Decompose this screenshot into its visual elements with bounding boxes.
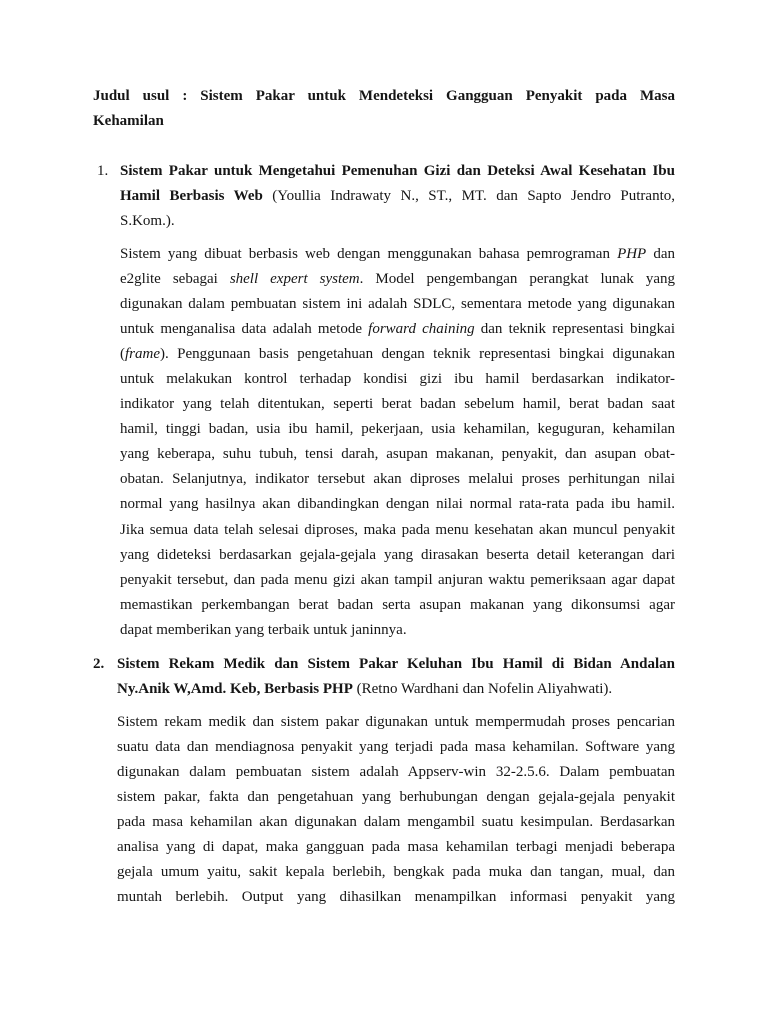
text-run: dan teknik representasi bingkai (474, 320, 675, 337)
paragraph-line (120, 242, 675, 267)
paragraph-line: penyakit tersebut, dan pada menu gizi akan tampil anjuran waktu pemeriksaan agar dapat (120, 571, 675, 588)
paragraph-line: suatu data dan mendiagnosa penyakit yang terjadi pada masa kehamilan. Software yang (117, 738, 675, 755)
paragraph-line: Jika semua data telah selesai diproses, maka pada menu kesehatan akan muncul penyakit (120, 521, 675, 538)
italic-term: shell expert system (229, 270, 360, 287)
proposal-title (93, 84, 675, 134)
paragraph-line (120, 317, 675, 342)
paragraph-line: pada masa kehamilan akan digunakan dalam mengambil suatu kesimpulan. Berdasarkan (117, 813, 675, 830)
heading-line (117, 677, 675, 702)
paragraph-line (120, 342, 675, 367)
paragraph-line: dapat memberikan yang terbaik untuk janinnya. (120, 621, 407, 638)
paragraph-line: yang dideteksi berdasarkan gejala-gejala yang dirasakan beserta detail keterangan dari (120, 546, 675, 563)
paragraph-line: normal yang hasilnya akan dibandingkan dengan nilai normal rata-rata pada ibu hamil. (120, 496, 675, 513)
text-run: ( (120, 345, 125, 362)
reference-summary-paragraph (117, 710, 675, 911)
paragraph-line: indikator yang telah ditentukan, seperti berat badan sebelum hamil, berat badan saat (120, 396, 675, 413)
reference-title-run: Ny.Anik W,Amd. Keb, Berbasis PHP (117, 680, 353, 697)
paragraph-line: digunakan dalam pembuatan sistem adalah Appserv-win 32-2.5.6. Dalam pembuatan (117, 763, 675, 780)
reference-authors-run: (Youllia Indrawaty N., ST., MT. dan Sapto Jendro Putranto, (262, 187, 675, 204)
text-run: dan (646, 245, 675, 262)
list-number: 1. (97, 162, 109, 179)
heading-line: S.Kom.). (120, 212, 175, 229)
paragraph-line: analisa yang di dapat, maka gangguan pada masa kehamilan terbagi menjadi beberapa (117, 838, 675, 855)
paragraph-line: obatan. Selanjutnya, indikator tersebut akan diproses melalui proses perhitungan nilai (120, 471, 675, 488)
reference-heading (117, 652, 675, 702)
heading-line (120, 184, 675, 209)
italic-term: PHP (617, 245, 647, 262)
paragraph-line: yang keberapa, suhu tubuh, tensi darah, asupan makanan, penyakit, dan asupan obat- (120, 446, 675, 463)
paragraph-line: gejala umum yaitu, sakit kepala berlebih, bengkak pada muka dan tangan, mual, dan (117, 864, 675, 881)
paragraph-line: untuk melakukan kontrol terhadap kondisi gizi ibu hamil berdasarkan indikator- (120, 370, 675, 387)
italic-term: frame (125, 345, 160, 362)
title-line: Judul usul : Sistem Pakar untuk Mendeteksi Gangguan Penyakit pada Masa (93, 87, 675, 104)
paragraph-line: digunakan dalam pembuatan sistem ini adalah SDLC, sementara metode yang digunakan (120, 295, 675, 312)
reference-heading (120, 159, 675, 234)
text-run: . Model pengembangan perangkat lunak yang (359, 270, 675, 287)
heading-line: Sistem Rekam Medik dan Sistem Pakar Keluhan Ibu Hamil di Bidan Andalan (117, 655, 675, 672)
text-run: e2glite sebagai (120, 270, 230, 287)
reference-summary-paragraph (120, 242, 675, 644)
paragraph-line: memastikan perkembangan berat badan serta asupan makanan yang dikonsumsi agar (120, 596, 675, 613)
reference-authors-run: (Retno Wardhani dan Nofelin Aliyahwati). (352, 680, 613, 697)
list-number: 2. (93, 655, 105, 672)
paragraph-line: hamil, tinggi badan, usia ibu hamil, pekerjaan, usia kehamilan, keguguran, kehamilan (120, 421, 675, 438)
text-run: Sistem yang dibuat berbasis web dengan menggunakan bahasa pemrograman (120, 245, 618, 262)
text-run: ). Penggunaan basis pengetahuan dengan teknik representasi bingkai digunakan (160, 345, 675, 362)
heading-line: Sistem Pakar untuk Mengetahui Pemenuhan Gizi dan Deteksi Awal Kesehatan Ibu (120, 162, 675, 179)
paragraph-line: muntah berlebih. Output yang dihasilkan menampilkan informasi penyakit yang (117, 889, 675, 906)
title-line: Kehamilan (93, 112, 164, 129)
text-run: untuk menganalisa data adalah metode (120, 320, 369, 337)
paragraph-line: sistem pakar, fakta dan pengetahuan yang berhubungan dengan gejala-gejala penyakit (117, 788, 675, 805)
italic-term: forward chaining (368, 320, 475, 337)
reference-title-run: Hamil Berbasis Web (120, 187, 263, 204)
paragraph-line (120, 267, 675, 292)
paragraph-line: Sistem rekam medik dan sistem pakar digunakan untuk mempermudah proses pencarian (117, 713, 675, 730)
